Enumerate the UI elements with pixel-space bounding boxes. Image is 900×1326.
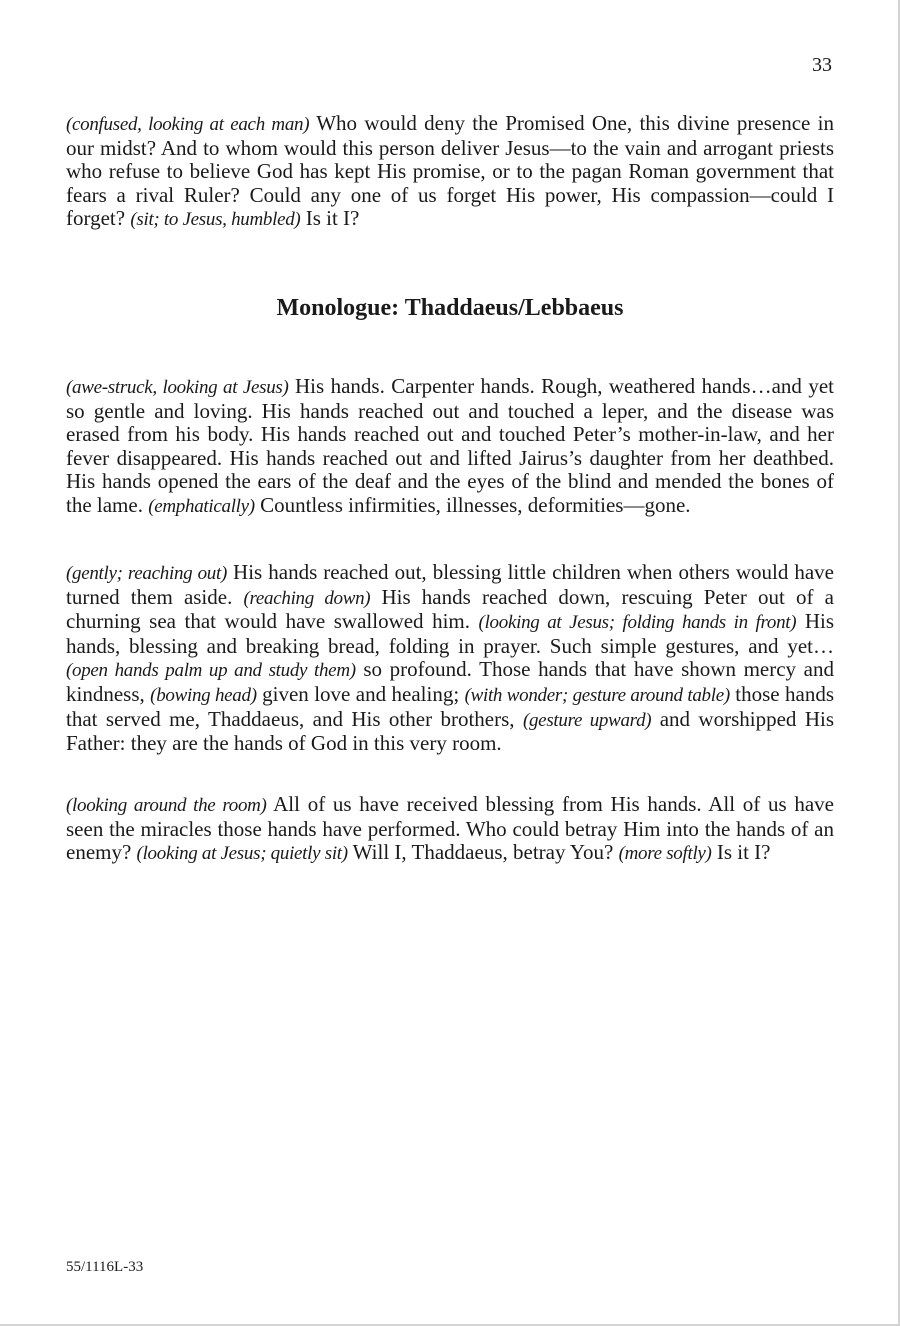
paragraph-1 — [66, 112, 834, 232]
dialogue-text: given love and healing; — [256, 681, 465, 706]
paragraph-2 — [66, 375, 834, 519]
stage-direction: (bowing head) — [150, 684, 257, 706]
dialogue-text: His hands reached down, rescuing Peter out of a churning sea that would have swallowed him. — [66, 584, 834, 634]
stage-direction: (open hands palm up and study them) — [66, 660, 356, 682]
stage-direction: (looking around the room) — [66, 795, 267, 816]
stage-direction: (with wonder; gesture around table) — [464, 684, 730, 706]
stage-direction: (confused, looking at each man) — [66, 114, 310, 135]
monologue-heading: Monologue: Thaddaeus/Lebbaeus — [276, 295, 624, 321]
dialogue-text: Countless infirmities, illnesses, deformities—gone. — [254, 492, 691, 517]
stage-direction: (reaching down) — [243, 587, 371, 609]
stage-direction: (looking at Jesus; quietly sit) — [136, 843, 348, 865]
stage-direction: (gesture upward) — [522, 709, 652, 731]
footer-catalog-code: 55/1116L-33 — [66, 1259, 144, 1275]
stage-direction: (more softly) — [618, 843, 712, 865]
stage-direction: (emphatically) — [148, 495, 255, 517]
stage-direction: (sit; to Jesus, humbled) — [130, 209, 301, 231]
paragraph-3 — [66, 561, 834, 756]
dialogue-text: Will I, Thaddaeus, betray You? — [347, 840, 619, 865]
dialogue-text: and worshipped His Father: they are the hands of God in this very room. — [66, 706, 834, 756]
dialogue-text: Is it I? — [711, 840, 771, 865]
dialogue-text: Who would deny the Promised One, this divine presence in our midst? And to whom would this person deliver Jesus—to the vain and arrogant priests who refuse to believe God has kept His promise, or to the pagan Roman government that fears a rival Ruler? Could any one of us forget His power, His compassion—could I forget? — [66, 111, 834, 231]
page-number: 33 — [812, 54, 832, 76]
dialogue-text: those hands that served me, Thaddaeus, and His other brothers, — [66, 681, 835, 731]
stage-direction: (looking at Jesus; folding hands in front) — [478, 612, 797, 634]
dialogue-text: His hands, blessing and breaking bread, folding in prayer. Such simple gestures, and yet… — [66, 609, 834, 658]
dialogue-text: His hands. Carpenter hands. Rough, weathered hands…and yet so gentle and loving. His hands reached out and touched a leper, and the disease was erased from his body. His hands reached out and touched Peter’s mother-in-law, and her fever disappeared. His hands reached out and lifted Jairus’s daughter from her deathbed. His hands opened the ears of the deaf and the eyes of the blind and mended the bones of the lame. — [66, 374, 835, 517]
dialogue-text: so profound. Those hands that have shown mercy and kindness, — [66, 657, 834, 706]
stage-direction: (awe-struck, looking at Jesus) — [66, 377, 289, 398]
paragraph-4 — [66, 793, 834, 866]
stage-direction: (gently; reaching out) — [66, 563, 227, 584]
dialogue-text: All of us have received blessing from His hands. All of us have seen the miracles those hands have performed. Who could betray Him into the hands of an enemy? — [66, 792, 834, 865]
dialogue-text: His hands reached out, blessing little children when others would have turned them aside. — [66, 560, 835, 609]
dialogue-text: Is it I? — [300, 206, 360, 231]
